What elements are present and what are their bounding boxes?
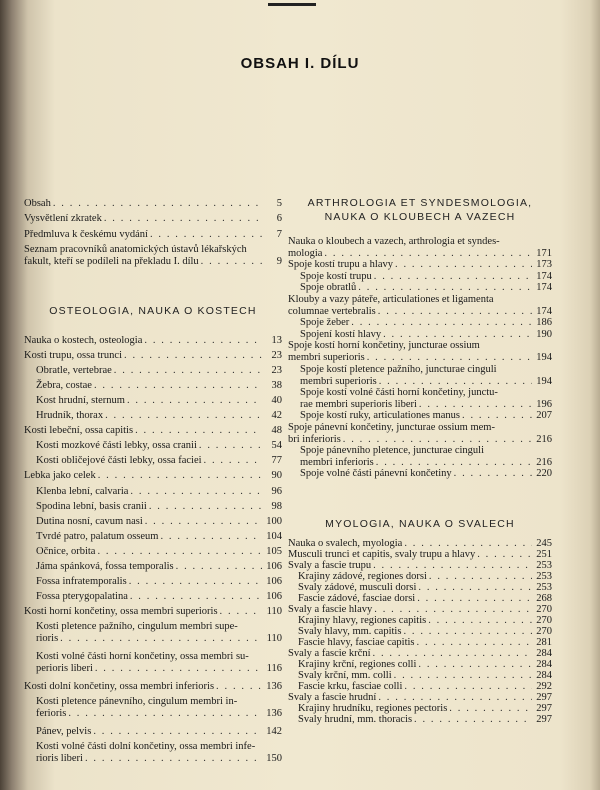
toc-entry-text: Očnice, orbita bbox=[36, 545, 96, 557]
page-number: 42 bbox=[271, 410, 282, 422]
page-number: 23 bbox=[271, 365, 282, 377]
toc-entry bbox=[24, 365, 282, 377]
page-number: 104 bbox=[266, 530, 282, 542]
toc-entry-text: fakult, kteří se podíleli na překladu I. dílu bbox=[24, 256, 199, 268]
toc-entry-text: Krajiny zádové, regiones dorsi bbox=[298, 571, 427, 582]
toc-entry-text: Fossa infratemporalis bbox=[36, 575, 127, 587]
dot-leader bbox=[324, 248, 532, 260]
page-number: 77 bbox=[271, 455, 282, 467]
page-number: 174 bbox=[536, 270, 552, 282]
toc-entry-text: Vysvětlení zkratek bbox=[24, 213, 102, 225]
page-number: 116 bbox=[266, 663, 282, 675]
toc-entry bbox=[24, 546, 282, 558]
toc-entry-text: Spoje žeber bbox=[300, 317, 350, 329]
toc-entry bbox=[288, 387, 552, 411]
toc-entry-text: Tvrdé patro, palatum osseum bbox=[36, 530, 159, 542]
toc-entry-text: Fascie zádové, fasciae dorsi bbox=[298, 593, 416, 604]
toc-entry-text: rioris bbox=[36, 632, 59, 644]
page-number: 90 bbox=[271, 470, 282, 482]
toc-entry bbox=[288, 422, 552, 446]
dot-leader bbox=[216, 681, 262, 693]
toc-entry-text: Kosti volné části horní končetiny, ossa membri su- bbox=[36, 651, 249, 663]
toc-entry-text: Musculi trunci et capitis, svaly trupu a hlavy bbox=[288, 549, 476, 560]
page-number: 23 bbox=[271, 350, 282, 362]
toc-entry bbox=[24, 576, 282, 588]
toc-entry-text: Seznam pracovníků anatomických ústavů lékařských bbox=[24, 244, 247, 256]
dot-leader bbox=[114, 365, 262, 377]
page-number: 194 bbox=[536, 375, 552, 387]
toc-entry bbox=[288, 468, 552, 480]
dot-leader bbox=[343, 434, 532, 446]
page-number: 136 bbox=[266, 708, 282, 720]
page-number: 106 bbox=[266, 560, 282, 572]
toc-entry-text: Hrudník, thorax bbox=[36, 410, 104, 422]
toc-entry bbox=[24, 410, 282, 422]
toc-entry-text: Svaly a fascie krční bbox=[288, 648, 371, 659]
dot-leader bbox=[135, 425, 262, 437]
toc-entry bbox=[288, 236, 552, 260]
page-number: 106 bbox=[266, 575, 282, 587]
dot-leader bbox=[97, 546, 262, 558]
page-number: 96 bbox=[271, 485, 282, 497]
toc-entry bbox=[24, 244, 282, 268]
toc-entry bbox=[24, 455, 282, 467]
dot-leader bbox=[376, 457, 532, 469]
page-number: 253 bbox=[536, 571, 552, 582]
dot-leader bbox=[160, 531, 262, 543]
toc-entry bbox=[24, 425, 282, 437]
toc-entry-text: Svaly zádové, musculi dorsi bbox=[298, 582, 417, 593]
toc-entry bbox=[288, 364, 552, 388]
page-number: 253 bbox=[536, 582, 552, 593]
dot-leader bbox=[374, 271, 532, 283]
toc-entry-text: Kosti lebeční, ossa capitis bbox=[24, 425, 134, 437]
toc-entry-text: Nauka o kostech, osteologia bbox=[24, 335, 143, 346]
page-number: 270 bbox=[536, 615, 552, 626]
toc-entry-text: Fossa pterygopalatina bbox=[36, 590, 128, 602]
toc-entry-text: Svaly a fascie hlavy bbox=[288, 604, 373, 615]
dot-leader bbox=[104, 213, 262, 225]
toc-entry-text: Kosti dolní končetiny, ossa membri inferioris bbox=[24, 681, 215, 693]
dot-leader bbox=[85, 753, 262, 765]
dot-leader bbox=[93, 726, 262, 738]
page-number: 196 bbox=[536, 398, 552, 410]
toc-entry bbox=[24, 741, 282, 765]
toc-entry bbox=[288, 294, 552, 318]
dot-leader bbox=[150, 229, 262, 241]
page-number: 220 bbox=[536, 468, 552, 479]
section-heading-myologia: MYOLOGIA, NAUKA O SVALECH bbox=[325, 518, 515, 530]
section-heading-arthrologia-line-1: ARTHROLOGIA ET SYNDESMOLOGIA, bbox=[307, 197, 533, 209]
page-number: 245 bbox=[536, 538, 552, 549]
page-number: 171 bbox=[536, 248, 552, 259]
toc-entry-text: Kosti pletence pánevního, cingulum membri in- bbox=[36, 696, 238, 708]
dot-leader bbox=[124, 350, 262, 362]
page-number: 216 bbox=[536, 433, 552, 445]
toc-entry bbox=[24, 440, 282, 452]
toc-entry-text: Obsah bbox=[24, 198, 51, 209]
toc-entry-text: Spoje volné části pánevní končetiny bbox=[300, 468, 452, 479]
toc-entry-text: membri superioris bbox=[300, 375, 377, 387]
toc-entry bbox=[24, 380, 282, 392]
dot-leader bbox=[414, 714, 532, 726]
toc-entry-text: membri inferioris bbox=[300, 456, 374, 468]
toc-entry-text: rae membri superioris liberi bbox=[300, 398, 417, 410]
dot-leader bbox=[383, 329, 532, 341]
toc-entry bbox=[24, 696, 282, 720]
dot-leader bbox=[145, 516, 262, 528]
toc-entry bbox=[24, 198, 282, 210]
dot-leader bbox=[130, 591, 262, 603]
toc-entry-text: rioris liberi bbox=[36, 753, 83, 765]
page-number: 253 bbox=[536, 560, 552, 571]
section-heading-arthrologia-line-2: NAUKA O KLOUBECH A VAZECH bbox=[324, 211, 516, 223]
toc-entry bbox=[24, 335, 282, 347]
page-number: 150 bbox=[266, 753, 282, 765]
page-number: 40 bbox=[271, 395, 282, 407]
page-number: 297 bbox=[536, 714, 552, 725]
dot-leader bbox=[53, 198, 262, 210]
dot-leader bbox=[204, 455, 262, 467]
dot-leader bbox=[68, 708, 262, 720]
dot-leader bbox=[220, 606, 262, 618]
toc-entry bbox=[24, 561, 282, 573]
page-number: 110 bbox=[266, 632, 282, 644]
toc-entry-text: Spoje kostí volné části horní končetiny, junctu- bbox=[300, 386, 498, 398]
dot-leader bbox=[60, 633, 262, 645]
toc-entry-text: bri inferioris bbox=[288, 433, 341, 445]
toc-entry-text: Dutina nosní, cavum nasi bbox=[36, 515, 143, 527]
toc-entry-text: Spodina lební, basis cranii bbox=[36, 500, 147, 512]
toc-entry bbox=[24, 591, 282, 603]
page-number: 194 bbox=[536, 352, 552, 364]
page-number: 48 bbox=[271, 425, 282, 437]
page-number: 142 bbox=[266, 726, 282, 738]
dot-leader bbox=[367, 352, 532, 364]
page-number: 38 bbox=[271, 380, 282, 392]
toc-entry-text: columnae vertebralis bbox=[288, 306, 376, 317]
page-number: 7 bbox=[276, 228, 282, 240]
toc-entry bbox=[24, 350, 282, 362]
page-number: 100 bbox=[266, 515, 282, 527]
toc-entry-text: Nauka o kloubech a vazech, arthrologia et syndes- bbox=[288, 236, 500, 247]
dot-leader bbox=[454, 468, 532, 480]
dot-leader bbox=[395, 259, 532, 271]
page-title: OBSAH I. DÍLU bbox=[240, 55, 360, 72]
toc-entry-text: Žebra, costae bbox=[36, 380, 92, 392]
dot-leader bbox=[351, 317, 532, 329]
toc-entry-text: Kosti pletence pažního, cingulum membri supe- bbox=[36, 620, 238, 632]
page-number: 270 bbox=[536, 626, 552, 637]
toc-entry-text: Spoje kostí horní končetiny, juncturae ossium bbox=[288, 340, 480, 352]
toc-entry bbox=[24, 531, 282, 543]
toc-entry bbox=[288, 282, 552, 294]
toc-entry-text: perioris liberi bbox=[36, 663, 93, 675]
toc-entry-text: Pánev, pelvis bbox=[36, 726, 92, 738]
toc-entry-text: Fascie hlavy, fasciae capitis bbox=[298, 637, 415, 648]
dot-leader bbox=[358, 282, 532, 294]
toc-entry-text: Krajiny krční, regiones colli bbox=[298, 659, 417, 670]
toc-entry bbox=[288, 714, 552, 726]
toc-entry-text: Klenba lební, calvaria bbox=[36, 485, 129, 497]
toc-entry-text: Krajiny hlavy, regiones capitis bbox=[298, 615, 427, 626]
toc-entry bbox=[24, 726, 282, 738]
dot-leader bbox=[144, 335, 262, 347]
toc-entry bbox=[288, 259, 552, 271]
page-number: 186 bbox=[536, 317, 552, 329]
toc-entry bbox=[24, 606, 282, 618]
toc-entry-text: Spoje kostí pletence pažního, juncturae cinguli bbox=[300, 363, 497, 375]
dot-leader bbox=[95, 663, 262, 675]
page-number: 6 bbox=[276, 213, 282, 225]
toc-entry-text: Spoje kostí trupu a hlavy bbox=[288, 259, 393, 271]
toc-entry-text: Svaly a fascie hrudní bbox=[288, 692, 377, 703]
toc-entry-text: Kost hrudní, sternum bbox=[36, 395, 125, 407]
toc-entry bbox=[288, 410, 552, 422]
toc-entry bbox=[288, 340, 552, 364]
toc-entry bbox=[24, 516, 282, 528]
dot-leader bbox=[419, 399, 532, 411]
toc-entry-text: Lebka jako celek bbox=[24, 470, 96, 482]
toc-entry-text: mologia bbox=[288, 248, 323, 259]
toc-entry-text: Spoje pánevní končetiny, juncturae ossium mem- bbox=[288, 421, 495, 433]
toc-entry-text: Nauka o svalech, myologia bbox=[288, 538, 403, 549]
toc-entry bbox=[288, 271, 552, 283]
dot-leader bbox=[127, 395, 262, 407]
toc-entry-text: ferioris bbox=[36, 708, 67, 720]
page-number: 190 bbox=[536, 328, 552, 340]
toc-entry-text: Kosti mozkové části lebky, ossa cranii bbox=[36, 440, 197, 452]
toc-entry bbox=[24, 681, 282, 693]
page-number: 270 bbox=[536, 604, 552, 615]
dot-leader bbox=[105, 410, 262, 422]
page-number: 281 bbox=[536, 637, 552, 648]
dot-leader bbox=[201, 256, 262, 268]
toc-entry-text: Svaly hrudní, mm. thoracis bbox=[298, 714, 413, 725]
page-number: 98 bbox=[271, 500, 282, 512]
dot-leader bbox=[199, 440, 262, 452]
section-heading-osteologia: OSTEOLOGIA, NAUKA O KOSTECH bbox=[49, 305, 257, 317]
toc-entry-text: Kosti volné části dolní končetiny, ossa membri infe- bbox=[36, 741, 256, 753]
dot-leader bbox=[149, 501, 262, 513]
page-number: 207 bbox=[536, 410, 552, 421]
page-number: 54 bbox=[271, 440, 282, 452]
toc-entry-text: Krajiny hrudníku, regiones pectoris bbox=[298, 703, 448, 714]
page-number: 174 bbox=[536, 282, 552, 294]
page-number: 216 bbox=[536, 456, 552, 468]
toc-entry bbox=[24, 501, 282, 513]
toc-entry bbox=[24, 486, 282, 498]
toc-entry bbox=[24, 229, 282, 241]
page-number: 297 bbox=[536, 703, 552, 714]
page-number: 9 bbox=[276, 256, 282, 268]
dot-leader bbox=[378, 306, 532, 318]
toc-entry-text: Jáma spánková, fossa temporalis bbox=[36, 560, 174, 572]
toc-entry-text: Kosti obličejové části lebky, ossa faciei bbox=[36, 455, 202, 467]
toc-entry bbox=[24, 651, 282, 675]
top-rule bbox=[268, 3, 316, 6]
page-number: 173 bbox=[536, 259, 552, 271]
toc-entry-text: Fascie krku, fasciae colli bbox=[298, 681, 403, 692]
dot-leader bbox=[379, 376, 532, 388]
toc-entry bbox=[24, 470, 282, 482]
page-number: 284 bbox=[536, 670, 552, 681]
toc-entry-text: Svaly hlavy, mm. capitis bbox=[298, 626, 402, 637]
page-number: 268 bbox=[536, 593, 552, 604]
page-number: 5 bbox=[276, 198, 282, 209]
page-number: 13 bbox=[271, 335, 282, 346]
page-number: 136 bbox=[266, 681, 282, 693]
dot-leader bbox=[176, 561, 262, 573]
page-number: 251 bbox=[536, 549, 552, 560]
dot-leader bbox=[462, 410, 532, 422]
page-number: 297 bbox=[536, 692, 552, 703]
toc-entry-text: membri superioris bbox=[288, 352, 365, 364]
toc-entry-text: Spoje pánevního pletence, juncturae cinguli bbox=[300, 444, 484, 456]
toc-entry bbox=[288, 445, 552, 469]
toc-entry-text: Spojení kostí hlavy bbox=[300, 328, 382, 340]
page-number: 284 bbox=[536, 659, 552, 670]
page-number: 105 bbox=[266, 545, 282, 557]
toc-entry-text: Svaly a fascie trupu bbox=[288, 560, 372, 571]
page-number: 174 bbox=[536, 306, 552, 317]
page-number: 106 bbox=[266, 590, 282, 602]
toc-entry-text: Předmluva k českému vydání bbox=[24, 228, 148, 240]
toc-entry bbox=[24, 621, 282, 645]
toc-entry-text: Spoje obratlů bbox=[300, 282, 357, 294]
dot-leader bbox=[98, 470, 262, 482]
toc-entry bbox=[24, 395, 282, 407]
toc-entry-text: Kosti horní končetiny, ossa membri superioris bbox=[24, 605, 218, 617]
toc-entry-text: Kosti trupu, ossa trunci bbox=[24, 350, 122, 362]
toc-entry-text: Svaly krční, mm. colli bbox=[298, 670, 392, 681]
dot-leader bbox=[129, 576, 262, 588]
toc-entry-text: Klouby a vazy páteře, articulationes et ligamenta bbox=[288, 294, 494, 305]
page-number: 110 bbox=[266, 605, 282, 617]
toc-entry bbox=[288, 329, 552, 341]
page-number: 284 bbox=[536, 648, 552, 659]
toc-entry-text: Obratle, vertebrae bbox=[36, 365, 112, 377]
toc-entry-text: Spoje kostí trupu bbox=[300, 270, 372, 282]
dot-leader bbox=[130, 486, 262, 498]
page-number: 292 bbox=[536, 681, 552, 692]
toc-entry-text: Spoje kostí ruky, articulationes manus bbox=[300, 410, 461, 421]
dot-leader bbox=[94, 380, 262, 392]
toc-entry bbox=[24, 213, 282, 225]
toc-entry bbox=[288, 317, 552, 329]
